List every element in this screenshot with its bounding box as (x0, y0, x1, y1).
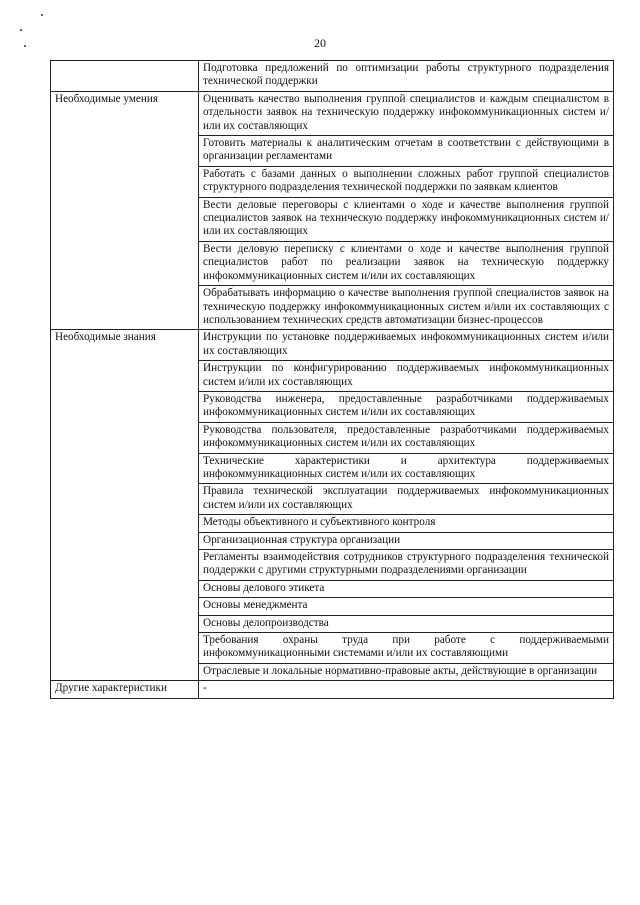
row-label: Другие характеристики (51, 681, 199, 698)
scan-dot (41, 14, 43, 16)
requirement-item: - (199, 681, 614, 698)
requirement-item: Основы делового этикета (199, 580, 614, 597)
requirement-item: Работать с базами данных о выполнении сложных работ группой специалистов структурного подразделения технической поддержки по заявкам клиентов (199, 166, 614, 197)
requirement-item: Правила технической эксплуатации поддерживаемых инфокоммуникационных систем и/или их составляющих (199, 484, 614, 515)
requirement-item: Руководства инженера, предоставленные разработчиками поддерживаемых инфокоммуникационных систем и/или их составляющих (199, 391, 614, 422)
requirement-item: Регламенты взаимодействия сотрудников структурного подразделения технической поддержки с другими структурными подразделениями организации (199, 550, 614, 581)
table-row (51, 330, 614, 361)
requirements-table (50, 60, 614, 699)
row-label: Необходимые умения (51, 91, 199, 330)
requirement-item: Методы объективного и субъективного контроля (199, 515, 614, 532)
requirement-item: Обрабатывать информацию о качестве выполнения группой специалистов заявок на техническую поддержку инфокоммуникационных систем и/или их составляющих с использованием технических средств автоматизации бизнес-процессов (199, 286, 614, 330)
requirement-item: Вести деловые переговоры с клиентами о ходе и качестве выполнения группой специалистов заявок на техническую поддержку инфокоммуникационных систем и/или их составляющих (199, 197, 614, 241)
requirement-item: Технические характеристики и архитектура поддерживаемых инфокоммуникационных систем и/или их составляющих (199, 453, 614, 484)
requirement-item: Основы делопроизводства (199, 615, 614, 632)
table-row (51, 61, 614, 92)
table-row (51, 91, 614, 135)
requirement-item: Основы менеджмента (199, 598, 614, 615)
row-label: Необходимые знания (51, 330, 199, 681)
page-number: 20 (314, 36, 326, 50)
requirement-item: Инструкции по установке поддерживаемых инфокоммуникационных систем и/или их составляющих (199, 330, 614, 361)
requirement-item: Готовить материалы к аналитическим отчетам в соответствии с действующими в организации регламентами (199, 136, 614, 167)
requirement-item: Подготовка предложений по оптимизации работы структурного подразделения технической поддержки (199, 61, 614, 92)
row-label (51, 61, 199, 92)
requirement-item: Требования охраны труда при работе с поддерживаемыми инфокоммуникационными системами и/или их составляющими (199, 633, 614, 664)
requirement-item: Вести деловую переписку с клиентами о ходе и качестве выполнения группой специалистов работ по реализации заявок на техническую поддержку инфокоммуникационных систем и/или их составляющих (199, 241, 614, 285)
table-row (51, 681, 614, 698)
requirement-item: Организационная структура организации (199, 532, 614, 549)
requirement-item: Инструкции по конфигурированию поддерживаемых инфокоммуникационных систем и/или их составляющих (199, 361, 614, 392)
requirement-item: Оценивать качество выполнения группой специалистов и каждым специалистом в отдельности заявок на техническую поддержку инфокоммуникационных систем и/или их составляющих (199, 91, 614, 135)
scan-dot (20, 29, 22, 31)
requirement-item: Руководства пользователя, предоставленные разработчиками поддерживаемых инфокоммуникационных систем и/или их составляющих (199, 422, 614, 453)
requirement-item: Отраслевые и локальные нормативно-правовые акты, действующие в организации (199, 663, 614, 680)
